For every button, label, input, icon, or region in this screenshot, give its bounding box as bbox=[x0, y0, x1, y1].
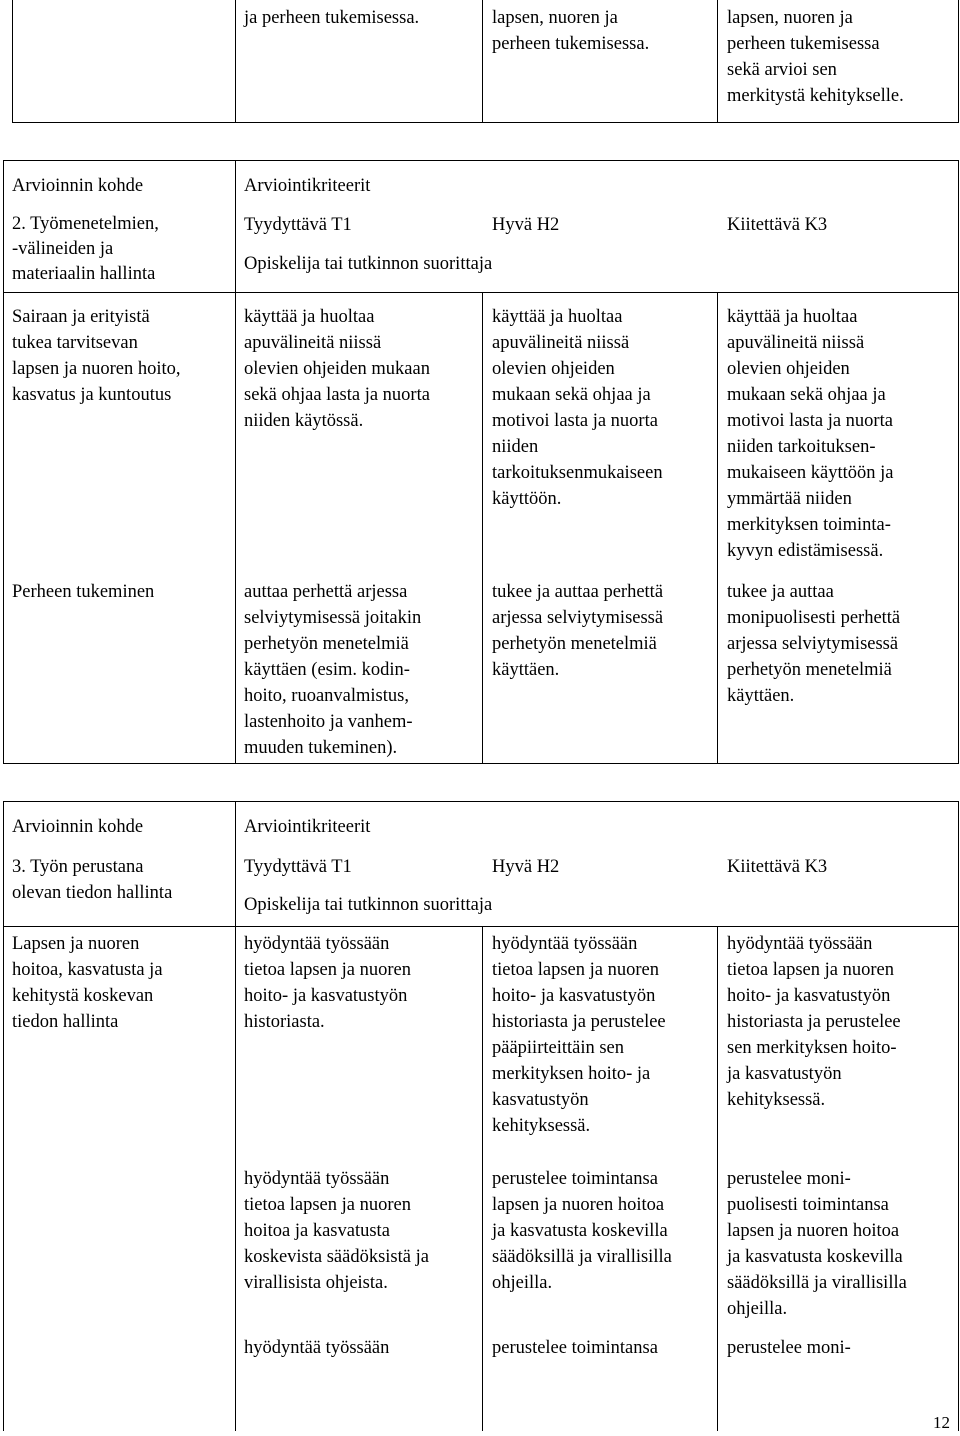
grade-t1: Tyydyttävä T1 bbox=[244, 857, 352, 877]
table-rule bbox=[3, 160, 4, 763]
row-label: Lapsen ja nuoren hoitoa, kasvatusta ja kehitystä koskevan tiedon hallinta bbox=[12, 934, 163, 1032]
grade-h2: Hyvä H2 bbox=[492, 857, 560, 877]
table-rule bbox=[958, 160, 959, 763]
criteria-t1: hyödyntää työssään bbox=[244, 1338, 390, 1358]
criteria-h2: tukee ja auttaa perhettä arjessa selviytymisessä perhetyön menetelmiä käyttäen. bbox=[492, 582, 664, 680]
table-rule bbox=[3, 926, 959, 927]
grade-k3: Kiitettävä K3 bbox=[727, 215, 828, 235]
table-rule bbox=[958, 0, 959, 122]
criteria-h2: perustelee toimintansa lapsen ja nuoren hoitoa ja kasvatusta koskevilla säädöksillä ja virallisilla ohjeilla. bbox=[492, 1169, 672, 1293]
cell-k3: lapsen, nuoren ja perheen tukemisessa sekä arvioi sen merkitystä kehitykselle. bbox=[727, 8, 904, 106]
header-assessment-target: Arvioinnin kohde bbox=[12, 817, 144, 837]
row-label: Perheen tukeminen bbox=[12, 582, 155, 602]
criteria-h2: hyödyntää työssään tietoa lapsen ja nuoren hoito- ja kasvatustyön historiasta ja perustelee pääpiirteittäin sen merkityksen hoito- ja kasvatustyön kehityksessä. bbox=[492, 934, 666, 1136]
area-title: 2. Työmenetelmien, -välineiden ja materiaalin hallinta bbox=[12, 214, 159, 284]
subject-label: Opiskelija tai tutkinnon suorittaja bbox=[244, 254, 493, 274]
criteria-k3: perustelee moni- puolisesti toimintansa lapsen ja nuoren hoitoa ja kasvatusta koskevilla säädöksillä ja virallisilla ohjeilla. bbox=[727, 1169, 907, 1319]
criteria-k3: tukee ja auttaa monipuolisesti perhettä arjessa selviytymisessä perhetyön menetelmiä käyttäen. bbox=[727, 582, 901, 706]
table-rule bbox=[235, 801, 236, 1431]
criteria-t1: auttaa perhettä arjessa selviytymisessä joitakin perhetyön menetelmiä käyttäen (esim. kodin- hoito, ruoanvalmistus, lastenhoito ja vanhem- muuden tukeminen). bbox=[244, 582, 422, 758]
criteria-t1: hyödyntää työssään tietoa lapsen ja nuoren hoito- ja kasvatustyön historiasta. bbox=[244, 934, 411, 1032]
grade-t1: Tyydyttävä T1 bbox=[244, 215, 352, 235]
criteria-k3: hyödyntää työssään tietoa lapsen ja nuoren hoito- ja kasvatustyön historiasta ja perustelee sen merkityksen hoito- ja kasvatustyön kehityksessä. bbox=[727, 934, 901, 1110]
table-rule bbox=[235, 0, 236, 122]
criteria-t1: hyödyntää työssään tietoa lapsen ja nuoren hoitoa ja kasvatusta koskevista säädöksistä ja virallisista ohjeista. bbox=[244, 1169, 429, 1293]
criteria-k3: käyttää ja huoltaa apuvälineitä niissä olevien ohjeiden mukaan sekä ohjaa ja motivoi lasta ja nuorta niiden tarkoituksen- mukaiseen käyttöön ja ymmärtää niiden merkityksen toiminta- kyvyn edistämisessä. bbox=[727, 307, 894, 561]
subject-label: Opiskelija tai tutkinnon suorittaja bbox=[244, 895, 493, 915]
table-rule bbox=[482, 0, 483, 122]
row-label: Sairaan ja erityistä tukea tarvitsevan lapsen ja nuoren hoito, kasvatus ja kuntoutus bbox=[12, 307, 181, 405]
criteria-k3: perustelee moni- bbox=[727, 1338, 851, 1358]
table-rule bbox=[482, 292, 483, 763]
table-rule bbox=[717, 926, 718, 1431]
table-rule bbox=[3, 763, 959, 764]
area-title: 3. Työn perustana olevan tiedon hallinta bbox=[12, 857, 173, 903]
table-rule bbox=[717, 0, 718, 122]
grade-k3: Kiitettävä K3 bbox=[727, 857, 828, 877]
table-rule bbox=[3, 292, 959, 293]
header-assessment-target: Arvioinnin kohde bbox=[12, 176, 144, 196]
criteria-h2: käyttää ja huoltaa apuvälineitä niissä olevien ohjeiden mukaan sekä ohjaa ja motivoi lasta ja nuorta niiden tarkoituksenmukaiseen käyttöön. bbox=[492, 307, 663, 509]
grade-h2: Hyvä H2 bbox=[492, 215, 560, 235]
table-rule bbox=[482, 926, 483, 1431]
page-number: 12 bbox=[933, 1413, 950, 1432]
header-assessment-criteria: Arviointikriteerit bbox=[244, 176, 371, 196]
criteria-t1: käyttää ja huoltaa apuvälineitä niissä olevien ohjeiden mukaan sekä ohjaa lasta ja nuorta niiden käytössä. bbox=[244, 307, 430, 431]
criteria-h2: perustelee toimintansa bbox=[492, 1338, 658, 1358]
cell-h2: lapsen, nuoren ja perheen tukemisessa. bbox=[492, 8, 650, 54]
table-rule bbox=[235, 160, 236, 763]
table-rule bbox=[3, 801, 4, 1431]
header-assessment-criteria: Arviointikriteerit bbox=[244, 817, 371, 837]
table-rule bbox=[12, 0, 13, 122]
cell-t1: ja perheen tukemisessa. bbox=[244, 8, 420, 28]
table-rule bbox=[12, 122, 959, 123]
table-rule bbox=[3, 160, 959, 161]
table-rule bbox=[717, 292, 718, 763]
table-rule bbox=[958, 801, 959, 1431]
table-rule bbox=[3, 801, 959, 802]
